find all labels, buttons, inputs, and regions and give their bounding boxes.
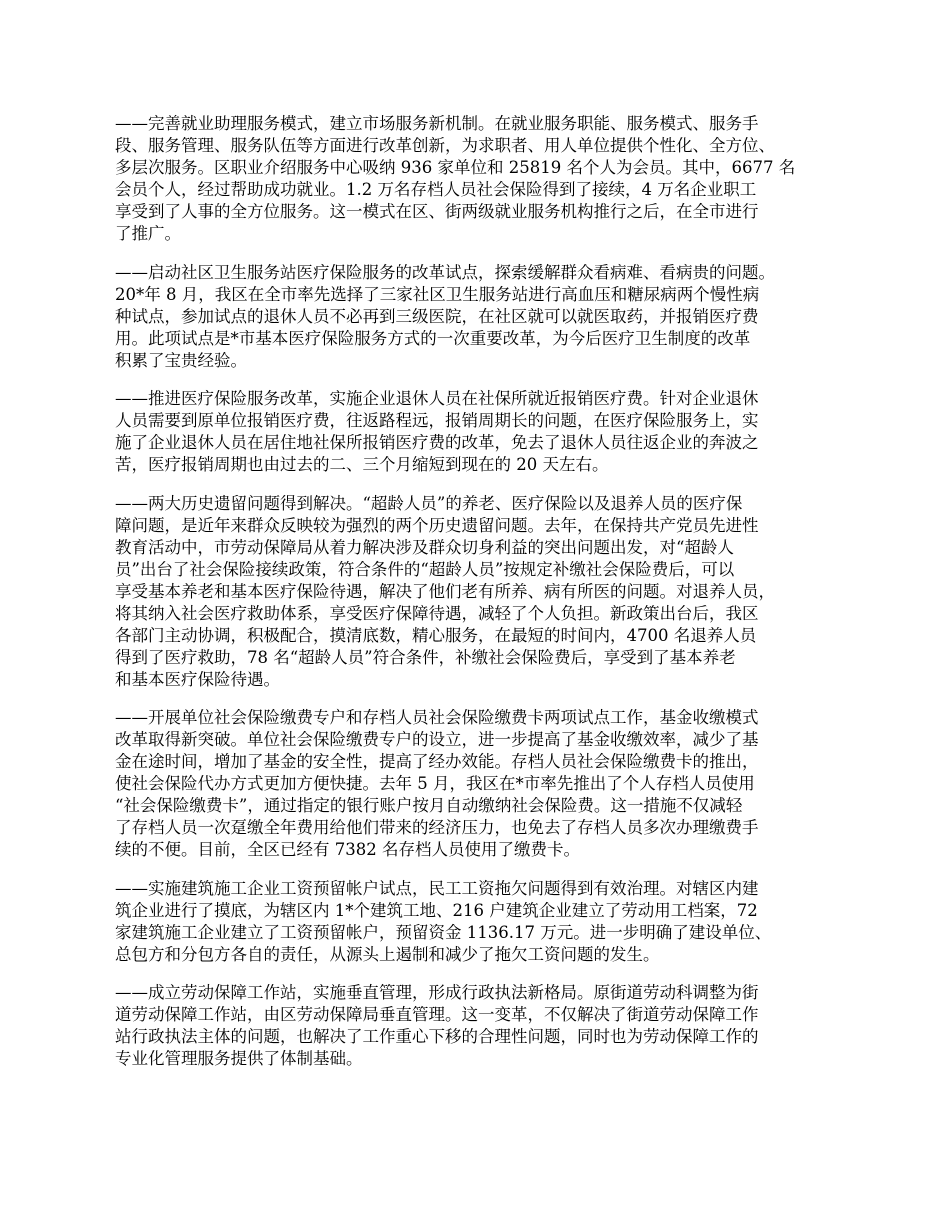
paragraph-labor-security-station — [115, 982, 850, 1070]
text-line: 享受基本养老和基本医疗保险待遇，解决了他们老有所养、病有所医的问题。对退养人员， — [115, 581, 775, 601]
text-line: 20*年 8 月，我区在全市率先选择了三家社区卫生服务站进行高血压和糖尿病两个慢性病 — [115, 284, 760, 304]
paragraph-medical-reimbursement — [115, 388, 850, 476]
paragraph-employment-service — [115, 113, 850, 245]
text-line: ——成立劳动保障工作站，实施垂直管理，形成行政执法新格局。原街道劳动科调整为街 — [115, 983, 759, 1002]
text-line: 将其纳入社会医疗救助体系，享受医疗保障待遇，减轻了个人负担。新政策出台后，我区 — [115, 603, 759, 623]
text-line: ——完善就业助理服务模式，建立市场服务新机制。在就业服务职能、服务模式、服务手 — [115, 114, 759, 133]
text-line: ——开展单位社会保险缴费专户和存档人员社会保险缴费卡两项试点工作，基金收缴模式 — [115, 708, 759, 727]
text-line: 各部门主动协调，积极配合，摸清底数，精心服务，在最短的时间内，4700 名退养人员 — [115, 625, 757, 645]
text-line: 了存档人员一次趸缴全年费用给他们带来的经济压力，也免去了存档人员多次办理缴费手 — [115, 818, 759, 837]
text-line: 专业化管理服务提供了体制基础。 — [115, 1049, 363, 1068]
text-line: 员”出台了社会保险接续政策，符合条件的“超龄人员”按规定补缴社会保险费后，可以 — [115, 559, 735, 579]
text-line: 站行政执法主体的问题，也解决了工作重心下移的合理性问题，同时也为劳动保障工作的 — [115, 1027, 759, 1046]
text-line: 续的不便。目前，全区已经有 7382 名存档人员使用了缴费卡。 — [115, 840, 580, 859]
text-line: 家建筑施工企业建立了工资预留帐户，预留资金 1136.17 万元。进一步明确了建设单位、 — [115, 922, 772, 942]
text-line: ——启动社区卫生服务站医疗保险服务的改革试点，探索缓解群众看病难、看病贵的问题。 — [115, 262, 775, 282]
text-line: 了推广。 — [115, 224, 181, 243]
text-line: 改革取得新突破。单位社会保险缴费专户的设立，进一步提高了基金收缴效率，减少了基 — [115, 730, 759, 749]
text-line: ——两大历史遗留问题得到解决。“超龄人员”的养老、医疗保险以及退养人员的医疗保 — [115, 493, 743, 513]
text-line: 苦，医疗报销周期也由过去的二、三个月缩短到现在的 20 天左右。 — [115, 455, 609, 474]
text-line: 和基本医疗保险待遇。 — [115, 669, 280, 689]
text-line: 教育活动中，市劳动保障局从着力解决涉及群众切身利益的突出问题出发，对“超龄人 — [115, 537, 734, 557]
text-line: 总包方和分包方各自的责任，从源头上遏制和减少了拖欠工资问题的发生。 — [115, 944, 660, 964]
text-line: ——实施建筑施工企业工资预留帐户试点，民工工资拖欠问题得到有效治理。对辖区内建 — [115, 878, 759, 898]
text-line: 使社会保险代办方式更加方便快捷。去年 5 月，我区在*市率先推出了个人存档人员使用 — [115, 774, 755, 793]
text-line: 会员个人，经过帮助成功就业。1.2 万名存档人员社会保险得到了接续，4 万名企业职工 — [115, 180, 757, 199]
text-line: 人员需要到原单位报销医疗费，往返路程远，报销周期长的问题，在医疗保险服务上，实 — [115, 411, 759, 430]
text-line: 障问题，是近年来群众反映较为强烈的两个历史遗留问题。去年，在保持共产党员先进性 — [115, 515, 759, 535]
text-line: 金在途时间，增加了基金的安全性，提高了经办效能。存档人员社会保险缴费卡的推出， — [115, 752, 759, 771]
text-line: 多层次服务。区职业介绍服务中心吸纳 936 家单位和 25819 名个人为会员。其中，6677 名 — [115, 158, 796, 177]
text-line: 用。此项试点是*市基本医疗保险服务方式的一次重要改革，为今后医疗卫生制度的改革 — [115, 328, 751, 348]
paragraph-historical-issues — [115, 493, 850, 691]
text-line: 得到了医疗救助，78 名“超龄人员”符合条件，补缴社会保险费后，享受到了基本养老 — [115, 647, 736, 667]
paragraph-community-health-insurance — [115, 262, 850, 372]
text-line: 道劳动保障工作站，由区劳动保障局垂直管理。这一变革，不仅解决了街道劳动保障工作 — [115, 1005, 759, 1024]
text-line: ——推进医疗保险服务改革，实施企业退休人员在社保所就近报销医疗费。针对企业退休 — [115, 389, 759, 408]
text-line: 种试点，参加试点的退休人员不必再到三级医院，在社区就可以就医取药，并报销医疗费 — [115, 306, 759, 326]
paragraph-wage-reserve-account — [115, 878, 850, 966]
text-line: 施了企业退休人员在居住地社保所报销医疗费的改革，免去了退休人员往返企业的奔波之 — [115, 433, 759, 452]
text-line: 筑企业进行了摸底，为辖区内 1*个建筑工地、216 户建筑企业建立了劳动用工档案，72 — [115, 900, 758, 920]
text-line: 积累了宝贵经验。 — [115, 350, 247, 370]
text-line: 段、服务管理、服务队伍等方面进行改革创新，为求职者、用人单位提供个性化、全方位、 — [115, 136, 775, 155]
text-line: “社会保险缴费卡”，通过指定的银行账户按月自动缴纳社会保险费。这一措施不仅减轻 — [115, 796, 743, 815]
document-body — [115, 113, 850, 1087]
text-line: 享受到了人事的全方位服务。这一模式在区、街两级就业服务机构推行之后，在全市进行 — [115, 202, 759, 221]
paragraph-insurance-payment-pilot — [115, 707, 850, 861]
